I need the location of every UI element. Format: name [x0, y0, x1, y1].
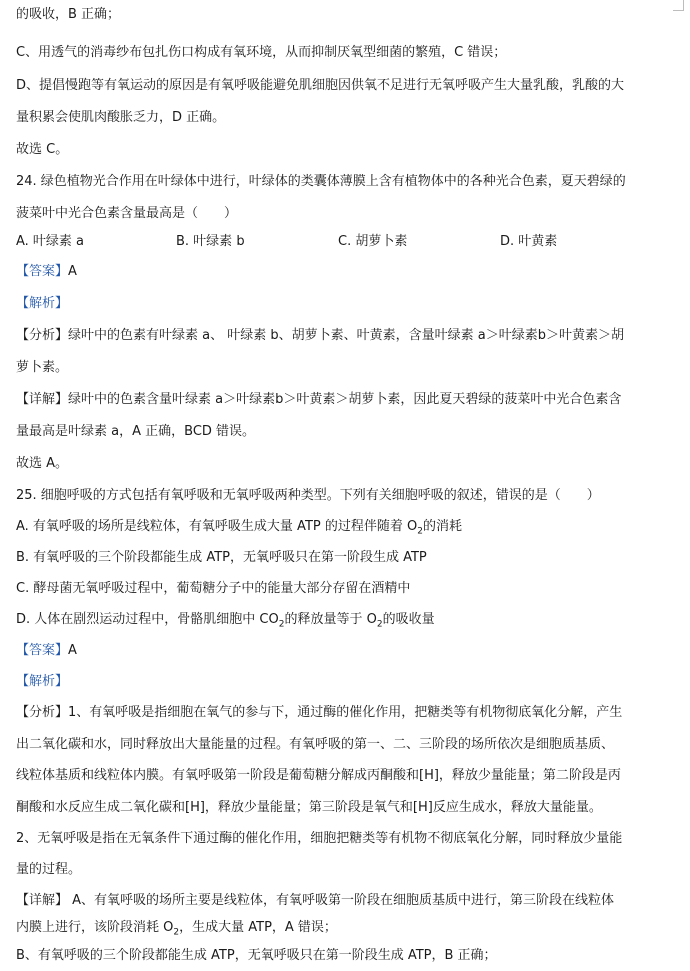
- option-line-b: B. 有氧呼吸的三个阶段都能生成 ATP，无氧呼吸只在第一阶段生成 ATP: [16, 550, 427, 565]
- text-line: 线粒体基质和线粒体内膜。有氧呼吸第一阶段是葡萄糖分解成丙酮酸和[H]，释放少量能量；第二阶段是丙: [16, 768, 621, 783]
- text-line: 酮酸和水反应生成二氧化碳和[H]，释放少量能量；第三阶段是氧气和[H]反应生成水，释放大量能量。: [16, 800, 602, 815]
- text-line: 量积累会使肌肉酸胀乏力，D 正确。: [16, 110, 226, 125]
- text-line: 量的过程。: [16, 862, 82, 877]
- option-b: B. 叶绿素 b: [176, 234, 245, 249]
- option-text: 的释放量等于 O: [284, 612, 377, 627]
- text-line: 出二氧化碳和水，同时释放出大量能量的过程。有氧呼吸的第一、二、三阶段的场所依次是细胞质基质、: [16, 737, 615, 752]
- option-text: 的吸收量: [382, 612, 435, 627]
- detail-line: [16, 892, 676, 910]
- text-line: 故选 A。: [16, 456, 69, 471]
- option-text: D. 人体在剧烈运动过程中，骨骼肌细胞中 CO: [16, 612, 279, 627]
- subscript: 2: [173, 927, 180, 937]
- answer-value: A: [68, 643, 77, 658]
- detail-line: [16, 391, 676, 409]
- text-line: [16, 919, 676, 937]
- question-24-stem: 24. 绿色植物光合作用在叶绿体中进行，叶绿体的类囊体薄膜上含有植物体中的各种光合色素，夏天碧绿的: [16, 174, 626, 189]
- analysis-text: 1、有氧呼吸是指细胞在氧气的参与下，通过酶的催化作用，把糖类等有机物彻底氧化分解，产生: [68, 705, 623, 720]
- question-25-stem: 25. 细胞呼吸的方式包括有氧呼吸和无氧呼吸两种类型。下列有关细胞呼吸的叙述，错误的是（ ）: [16, 488, 600, 503]
- detail-heading: 【详解】: [16, 893, 69, 908]
- option-text: A. 有氧呼吸的场所是线粒体，有氧呼吸生成大量 ATP 的过程伴随着 O: [16, 519, 418, 534]
- detail-text: A、有氧呼吸的场所主要是线粒体，有氧呼吸第一阶段在细胞质基质中进行，第三阶段在线粒体: [68, 893, 615, 908]
- text-line: 的吸收，B 正确；: [16, 7, 121, 22]
- analysis-tag: 【解析】: [16, 296, 69, 311]
- analysis-line: [16, 704, 676, 722]
- analysis-tag: 【解析】: [16, 674, 69, 689]
- answer-value: A: [68, 264, 77, 279]
- text-line: 萝卜素。: [16, 360, 69, 375]
- subscript: 2: [376, 619, 383, 629]
- analysis-text: 绿叶中的色素有叶绿素 a、 叶绿素 b、胡萝卜素、叶黄素，含量叶绿素 a＞叶绿素b＞叶黄素＞胡: [68, 328, 624, 343]
- analysis-heading: 【分析】: [16, 705, 69, 720]
- option-text: 的消耗: [422, 519, 462, 534]
- answer-line: [16, 263, 676, 281]
- text-line: B、有氧呼吸的三个阶段都能生成 ATP，无氧呼吸只在第一阶段生成 ATP，B 正确；: [16, 948, 497, 963]
- text-line: 量最高是叶绿素 a，A 正确，BCD 错误。: [16, 424, 256, 439]
- answer-tag: 【答案】: [16, 264, 69, 279]
- text-line: C、用透气的消毒纱布包扎伤口构成有氧环境，从而抑制厌氧型细菌的繁殖，C 错误；: [16, 45, 507, 60]
- option-line-a: [16, 518, 676, 536]
- text-line: 2、无氧呼吸是指在无氧条件下通过酶的催化作用，细胞把糖类等有机物不彻底氧化分解，同时释放少量能: [16, 831, 623, 846]
- detail-heading: 【详解】: [16, 392, 69, 407]
- text-line: D、提倡慢跑等有氧运动的原因是有氧呼吸能避免肌细胞因供氧不足进行无氧呼吸产生大量乳酸，乳酸的大: [16, 78, 625, 93]
- option-d: D. 叶黄素: [500, 234, 558, 249]
- line-text: 内膜上进行，该阶段消耗 O: [16, 920, 174, 935]
- subscript: 2: [417, 526, 423, 536]
- option-line-d: [16, 611, 676, 629]
- detail-text: 绿叶中的色素含量叶绿素 a＞叶绿素b＞叶黄素＞胡萝卜素，因此夏天碧绿的菠菜叶中光合色素含: [68, 392, 622, 407]
- option-c: C. 胡萝卜素: [338, 234, 408, 249]
- subscript: 2: [278, 619, 285, 629]
- question-24-stem-cont: 菠菜叶中光合色素含量最高是（ ）: [16, 206, 238, 221]
- analysis-line: [16, 327, 676, 345]
- text-line: 故选 C。: [16, 142, 69, 157]
- line-text: ，生成大量 ATP，A 错误；: [179, 920, 337, 935]
- option-a: A. 叶绿素 a: [16, 234, 85, 249]
- option-line-c: C. 酵母菌无氧呼吸过程中，葡萄糖分子中的能量大部分存留在酒精中: [16, 581, 411, 596]
- answer-line: [16, 642, 676, 660]
- analysis-heading: 【分析】: [16, 328, 69, 343]
- answer-tag: 【答案】: [16, 643, 69, 658]
